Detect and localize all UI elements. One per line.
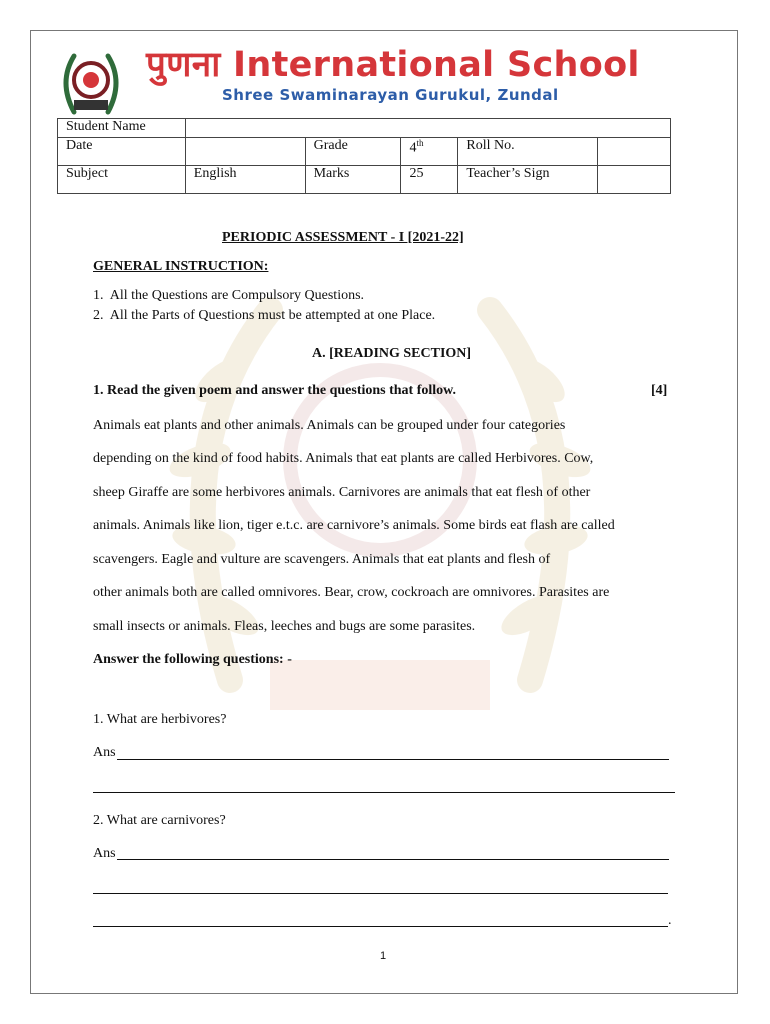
roll-field[interactable] <box>598 138 671 166</box>
passage-line: other animals both are called omnivores. Bear, crow, cockroach are omnivores. Parasites are <box>93 585 610 600</box>
answer-label-2: Ans <box>93 846 116 861</box>
answer-heading: Answer the following questions: - <box>93 652 292 667</box>
sub-question-2: 2. What are carnivores? <box>93 813 226 828</box>
answer-line-2b[interactable] <box>93 893 668 894</box>
grade-label: Grade <box>305 138 401 166</box>
subject-value: English <box>185 166 305 194</box>
student-name-field[interactable] <box>185 119 670 138</box>
instructions-heading: GENERAL INSTRUCTION: <box>93 259 269 274</box>
teacher-sign-field[interactable] <box>598 166 671 194</box>
grade-value <box>401 138 458 166</box>
instruction-item: 2. All the Parts of Questions must be attempted at one Place. <box>93 308 436 323</box>
teacher-sign-label: Teacher’s Sign <box>458 166 598 194</box>
passage-line: small insects or animals. Fleas, leeches and bugs are some parasites. <box>93 619 476 634</box>
instruction-item: 1. All the Questions are Compulsory Questions. <box>93 288 365 303</box>
answer-line-2c[interactable] <box>93 926 668 927</box>
section-heading: A. [READING SECTION] <box>312 346 472 361</box>
passage-line: Animals eat plants and other animals. Animals can be grouped under four categories <box>93 418 566 433</box>
grade-number: 4 <box>409 140 417 156</box>
sub-question-1: 1. What are herbivores? <box>93 712 227 727</box>
end-mark: . <box>668 913 672 928</box>
passage-line: animals. Animals like lion, tiger e.t.c. are carnivore’s animals. Some birds eat flash are called <box>93 518 615 533</box>
roll-label: Roll No. <box>458 138 598 166</box>
passage-line: depending on the kind of food habits. Animals that eat plants are called Herbivores. Cow, <box>93 451 594 466</box>
answer-line-2a[interactable] <box>117 859 669 860</box>
marks-value: 25 <box>401 166 458 194</box>
page-number: 1 <box>380 950 387 962</box>
date-label: Date <box>58 138 186 166</box>
passage-line: sheep Giraffe are some herbivores animals. Carnivores are animals that eat flesh of other <box>93 485 591 500</box>
student-info-table <box>57 118 671 194</box>
answer-label-1: Ans <box>93 745 116 760</box>
student-name-label: Student Name <box>58 119 186 138</box>
grade-suffix: th <box>416 138 424 148</box>
assessment-title: PERIODIC ASSESSMENT - I [2021-22] <box>222 230 464 245</box>
school-subtitle: Shree Swaminarayan Gurukul, Zundal <box>222 86 559 104</box>
answer-line-1b[interactable] <box>93 792 675 793</box>
school-name: पुणना International School <box>146 45 640 85</box>
passage-line: scavengers. Eagle and vulture are scavengers. Animals that eat plants and flesh of <box>93 552 551 567</box>
answer-line-1a[interactable] <box>117 759 669 760</box>
question-1-marks: [4] <box>651 383 668 398</box>
date-field[interactable] <box>185 138 305 166</box>
school-logo <box>54 46 128 120</box>
marks-label: Marks <box>305 166 401 194</box>
subject-label: Subject <box>58 166 186 194</box>
question-1-text: 1. Read the given poem and answer the questions that follow. <box>93 383 456 398</box>
